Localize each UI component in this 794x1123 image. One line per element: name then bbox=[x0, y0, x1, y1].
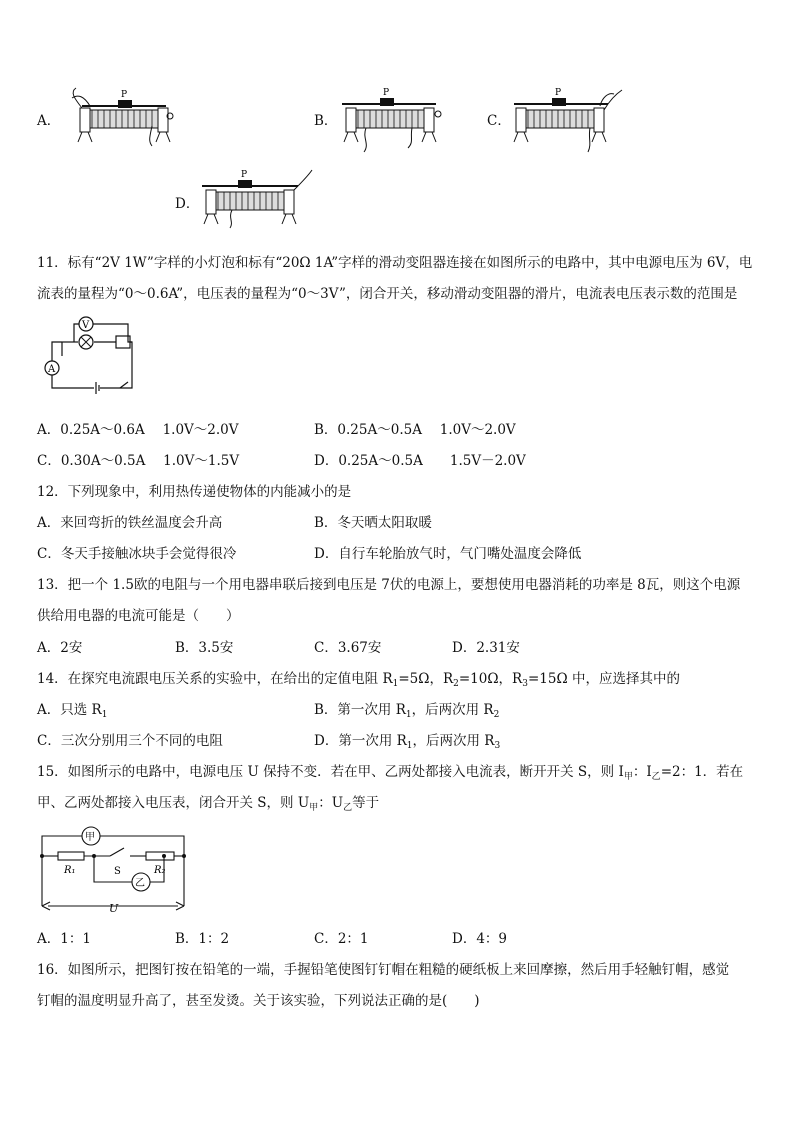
ammeter-label: A bbox=[48, 364, 56, 375]
q14-option-d[interactable]: D．第一次用 $R_1$，后两次用 $R_3$ bbox=[314, 733, 501, 751]
r2-label: R₂ bbox=[154, 865, 166, 876]
q13-option-c[interactable]: C．3.67安 bbox=[314, 640, 382, 656]
rheostat-figure-c bbox=[510, 86, 630, 154]
q15-option-b[interactable]: B．1：2 bbox=[175, 931, 230, 947]
q16-stem-line1: 16．如图所示，把图钉按在铅笔的一端，手握铅笔使图钉钉帽在粗糙的硬纸板上来回摩擦，然后用手轻触钉帽，感觉 bbox=[37, 962, 730, 978]
pointer-label-d: P bbox=[241, 170, 248, 180]
q11-stem-line2: 流表的量程为“0～0.6A”，电压表的量程为“0～3V”，闭合开关，移动滑动变阻器的滑片，电流表电压表示数的范围是 bbox=[37, 286, 738, 302]
option-a-label: A． bbox=[37, 113, 61, 129]
q12-option-c[interactable]: C．冬天手接触冰块手会觉得很冷 bbox=[37, 546, 237, 562]
q12-option-b[interactable]: B．冬天晒太阳取暖 bbox=[314, 515, 432, 531]
q13-stem-line1: 13．把一个 1.5欧的电阻与一个用电器串联后接到电压是 7伏的电源上，要想使用电器消耗的功率是 8瓦，则这个电源 bbox=[37, 577, 741, 593]
voltmeter-label: V bbox=[82, 320, 90, 331]
q11-stem-line1: 11．标有“2V 1W”字样的小灯泡和标有“20Ω 1A”字样的滑动变阻器连接在如图所示的电路中，其中电源电压为 6V，电 bbox=[37, 255, 753, 271]
q15-stem-line1: 15．如图所示的电路中，电源电压 U 保持不变．若在甲、乙两处都接入电流表，断开开关 S，则 $I_甲$：$I_乙=2$：1．若在 bbox=[37, 764, 744, 782]
q13-stem-line2: 供给用电器的电流可能是（ ） bbox=[37, 608, 240, 624]
q15-option-d[interactable]: D．4：9 bbox=[452, 931, 508, 947]
q15-circuit-diagram bbox=[36, 820, 190, 916]
option-d-label: D． bbox=[175, 196, 200, 212]
q14-stem: 14．在探究电流跟电压关系的实验中，在给出的定值电阻 $R_1=5\Omega$，$R_2=10\Omega$，$R_3=15\Omega$ 中，应选择其中的 bbox=[37, 671, 680, 689]
voltage-u-label: U bbox=[109, 902, 119, 915]
q13-option-a[interactable]: A．2安 bbox=[37, 640, 83, 656]
rheostat-figure-b bbox=[340, 86, 450, 154]
q14-option-a[interactable]: A．只选 $R_1$ bbox=[37, 702, 108, 720]
switch-label: S bbox=[114, 866, 121, 877]
pointer-label-c: P bbox=[555, 88, 562, 98]
jia-meter-label: 甲 bbox=[85, 832, 95, 843]
pointer-label-b: P bbox=[383, 88, 390, 98]
q15-stem-line2: 甲、乙两处都接入电压表，闭合开关 S，则 $U_甲$：$U_乙$等于 bbox=[37, 795, 380, 813]
option-b-label: B． bbox=[314, 113, 338, 129]
q13-option-d[interactable]: D．2.31安 bbox=[452, 640, 520, 656]
q11-option-c[interactable]: C．0.30A～0.5A 1.0V～1.5V bbox=[37, 453, 240, 469]
q15-option-a[interactable]: A．1：1 bbox=[37, 931, 91, 947]
q14-option-c[interactable]: C．三次分别用三个不同的电阻 bbox=[37, 733, 223, 749]
q11-option-b[interactable]: B．0.25A～0.5A 1.0V～2.0V bbox=[314, 422, 516, 438]
q12-option-a[interactable]: A．来回弯折的铁丝温度会升高 bbox=[37, 515, 223, 531]
q12-stem: 12．下列现象中，利用热传递使物体的内能减小的是 bbox=[37, 484, 352, 500]
q15-option-c[interactable]: C．2：1 bbox=[314, 931, 369, 947]
q13-option-b[interactable]: B．3.5安 bbox=[175, 640, 234, 656]
option-c-label: C． bbox=[487, 113, 511, 129]
rheostat-figure-d bbox=[200, 168, 320, 230]
q11-option-a[interactable]: A．0.25A～0.6A 1.0V～2.0V bbox=[37, 422, 239, 438]
r1-label: R₁ bbox=[64, 865, 76, 876]
q14-option-b[interactable]: B．第一次用 $R_1$，后两次用 $R_2$ bbox=[314, 702, 500, 720]
q16-stem-line2: 钉帽的温度明显升高了，甚至发烫。关于该实验，下列说法正确的是( ) bbox=[37, 993, 480, 1009]
q11-circuit-diagram bbox=[38, 312, 148, 398]
pointer-label-a: P bbox=[121, 90, 128, 100]
yi-meter-label: 乙 bbox=[135, 878, 145, 889]
rheostat-figure-a bbox=[66, 86, 181, 148]
q11-option-d[interactable]: D．0.25A～0.5A 1.5V－2.0V bbox=[314, 453, 526, 469]
q12-option-d[interactable]: D．自行车轮胎放气时，气门嘴处温度会降低 bbox=[314, 546, 582, 562]
